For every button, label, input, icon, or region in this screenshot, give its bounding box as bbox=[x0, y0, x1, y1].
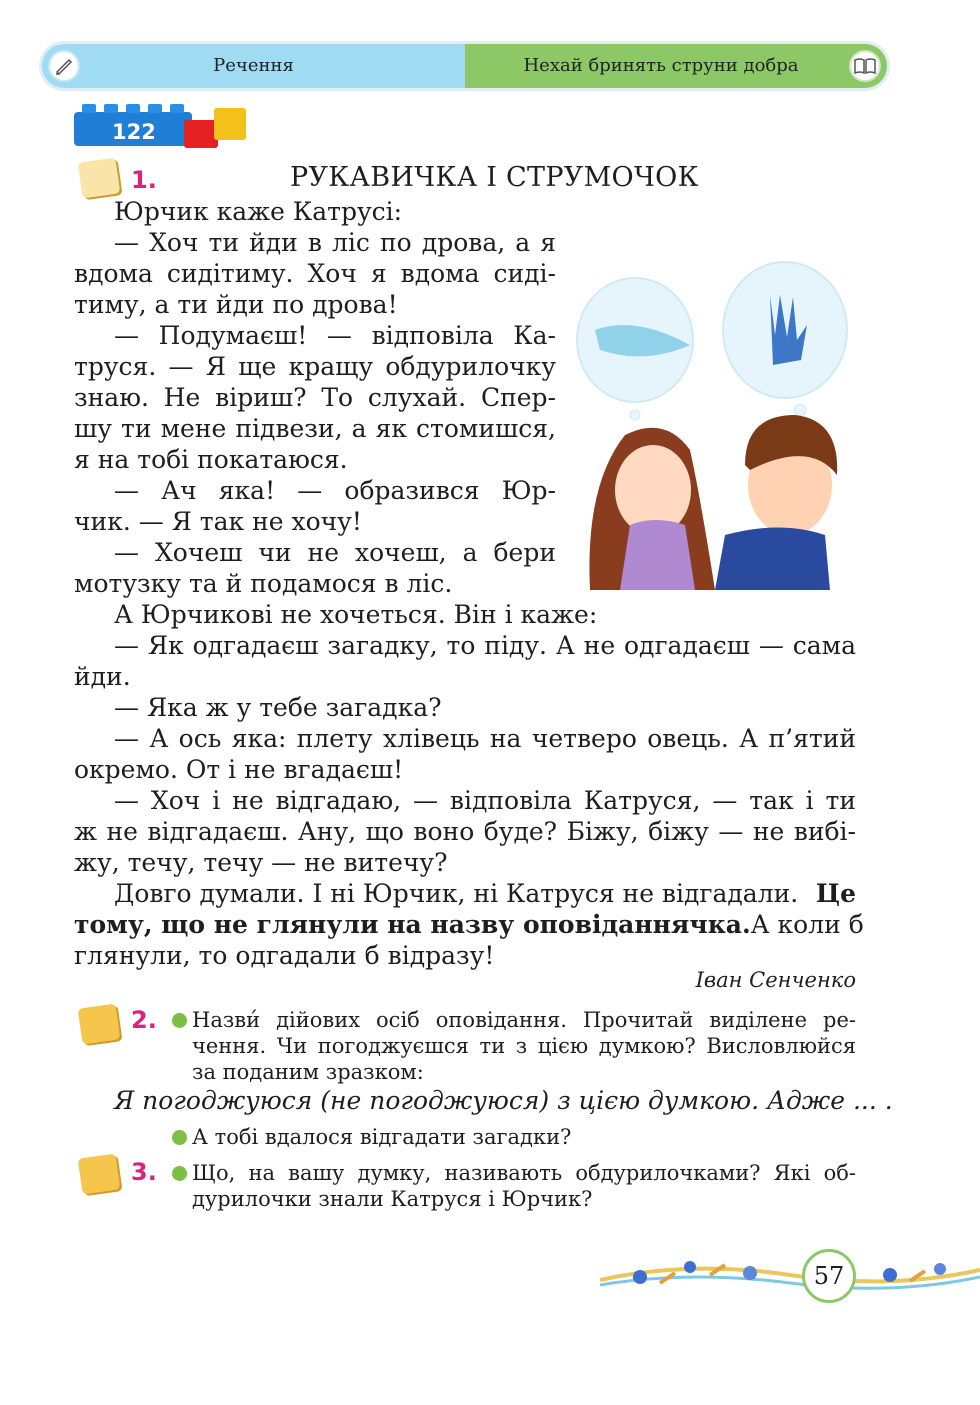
story-line: я на тобі покатаюся. bbox=[74, 445, 348, 474]
discussion-badge-icon bbox=[78, 1004, 121, 1045]
header-section-right bbox=[465, 44, 887, 88]
story-line: тиму, а ти йди по дрова! bbox=[74, 290, 398, 319]
story-text: Довго думали. І ні Юрчик, ні Катруся не відгадали. bbox=[114, 879, 799, 908]
exercise-3-line: дурилочки знали Катруся і Юрчик? bbox=[192, 1187, 593, 1211]
story-line-with-highlight bbox=[74, 909, 864, 940]
story-author: Іван Сенченко bbox=[695, 968, 856, 992]
story-line: жу, течу, течу — не витечу? bbox=[74, 848, 448, 877]
story-line: чик. — Я так не хочу! bbox=[74, 507, 362, 536]
reading-badge-icon bbox=[78, 158, 121, 199]
story-line: А Юрчикові не хочеться. Він і каже: bbox=[114, 600, 598, 629]
children-thinking-illustration bbox=[575, 235, 860, 590]
exercise-2-line: Назви́ дійових осіб оповідання. Прочитай виділене ре- bbox=[192, 1008, 856, 1032]
exercise-2-question: А тобі вдалося відгадати загадки? bbox=[192, 1125, 572, 1149]
exercise-2-number: 2. bbox=[131, 1006, 157, 1034]
header-title-right: Нехай бринять струни добра bbox=[523, 55, 799, 76]
story-line-with-highlight bbox=[114, 878, 856, 909]
exercise-2-line: за поданим зразком: bbox=[192, 1060, 424, 1084]
bullet-icon bbox=[172, 1166, 187, 1181]
story-line: вдома сидітиму. Хоч я вдома сиді- bbox=[74, 259, 556, 288]
bullet-icon bbox=[172, 1130, 187, 1145]
story-line: — Як одгадаєш загадку, то піду. А не одгадаєш — сама bbox=[114, 631, 856, 660]
story-line: ж не відгадаєш. Ану, що воно буде? Біжу, біжу — не вибі- bbox=[74, 817, 856, 846]
story-line: — А ось яка: плету хлівець на четверо овець. А п’ятий bbox=[114, 724, 856, 753]
story-line: — Хочеш чи не хочеш, а бери bbox=[114, 538, 556, 567]
story-line: — Ач яка! — образився Юр- bbox=[114, 476, 556, 505]
story-line: — Хоч і не відгадаю, — відповіла Катруся, — так і ти bbox=[114, 786, 856, 815]
story-line: — Хоч ти йди в ліс по дрова, а я bbox=[114, 228, 556, 257]
story-line: знаю. Не віриш? То слухай. Спер- bbox=[74, 383, 556, 412]
exercise-3-number: 3. bbox=[131, 1158, 157, 1186]
story-line: труся. — Я ще кращу обдурилочку bbox=[74, 352, 556, 381]
story-line: глянули, то одгадали б відразу! bbox=[74, 941, 495, 970]
group-work-badge-icon bbox=[78, 1154, 121, 1195]
bullet-icon bbox=[172, 1013, 187, 1028]
lesson-number-block bbox=[74, 100, 249, 150]
header-section-left bbox=[42, 44, 465, 88]
story-line: окремо. От і не вгадаєш! bbox=[74, 755, 404, 784]
highlighted-sentence-start: Це bbox=[815, 879, 856, 908]
highlighted-sentence: тому, що не глянули на назву оповіданнячка. bbox=[74, 910, 751, 939]
story-line: — Яка ж у тебе загадка? bbox=[114, 693, 442, 722]
story-line: шу ти мене підвези, а як стомишся, bbox=[74, 414, 556, 443]
exercise-1-number: 1. bbox=[131, 166, 157, 194]
flower-garland-decoration bbox=[600, 1245, 980, 1305]
story-text: А коли б bbox=[750, 910, 864, 939]
page-header bbox=[42, 44, 887, 88]
story-line: йди. bbox=[74, 662, 131, 691]
header-title-left: Речення bbox=[213, 55, 294, 76]
page-number: 57 bbox=[802, 1249, 856, 1303]
story-line: мотузку та й подамося в ліс. bbox=[74, 569, 453, 598]
exercise-3-line: Що, на вашу думку, називають обдурилочками? Які об- bbox=[192, 1161, 856, 1185]
answer-sample: Я погоджуюся (не погоджуюся) з цією думкою. Адже ... . bbox=[114, 1086, 893, 1115]
story-line: — Подумаєш! — відповіла Ка- bbox=[114, 321, 556, 350]
exercise-2-line: чення. Чи погоджуєшся ти з цією думкою? Висловлюйся bbox=[192, 1034, 856, 1058]
story-line: Юрчик каже Катрусі: bbox=[114, 197, 403, 226]
story-title: РУКАВИЧКА І СТРУМОЧОК bbox=[290, 162, 699, 193]
book-icon bbox=[849, 50, 881, 82]
lesson-number: 122 bbox=[112, 120, 156, 144]
